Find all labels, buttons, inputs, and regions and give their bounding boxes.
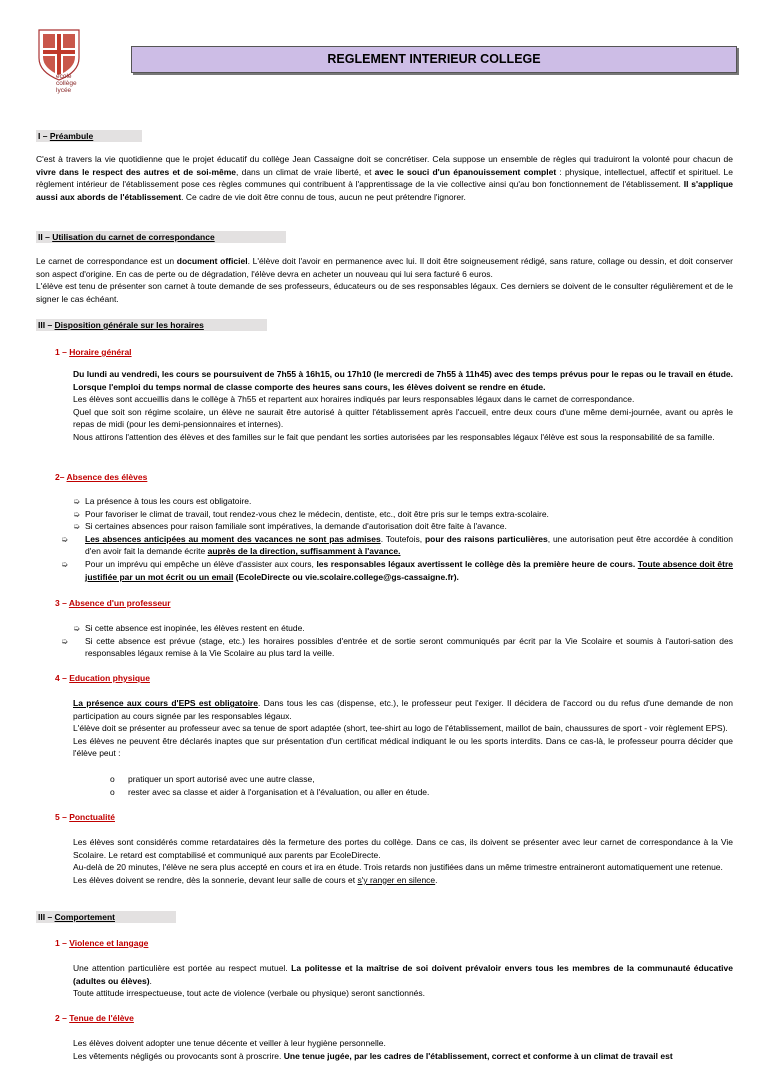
subheading-absence-eleves: 2– Absence des élèves [55, 472, 148, 482]
tenue-eleve-text: Les élèves doivent adopter une tenue décente et veiller à leur hygiène personnelle. Les vêtements négligés ou provocants sont à proscrire. Une tenue jugée, par les cadres de l'établissement, correct et conforme à un climat de travail est [73, 1038, 673, 1061]
list-item: ➭ Si certaines absences pour raison familiale sont impératives, la demande d'autorisation doit être faite à l'avance. [73, 521, 507, 532]
horaire-general-text: Du lundi au vendredi, les cours se poursuivent de 7h55 à 16h15, ou 17h10 (le mercredi de 7h55 à 11h45) avec des temps prévus pour le repas ou le travail en étude. Lorsque l'emploi du temps normal de classe comporte des heures sans cours, les élèves doivent se rendre en étude. Les élèves sont accueillis dans le collège à 7h55 et repartent aux horaires indiqués par leurs responsables légaux dans le carnet de correspondance. Quel que soit son régime scolaire, un élève ne saurait être autorisé à quitter l'établissement après l'accueil, entre deux cours d'une même demi-journée, avant ou après le repas de midi (pour les demi-pensionnaires et internes). Nous attirons l'attention des élèves et des familles sur le fait que pendant les sorties autorisées par les responsables légaux l'élève est sous la responsabilité de sa famille. [73, 369, 733, 442]
list-item: ➭ Pour un imprévu qui empêche un élève d'assister aux cours, les responsables légaux avertissent le collège dès la première heure de cours. Toute absence doit être justifiée par un mot écrit ou un email (EcoleDirecte ou vie.scolaire.college@gs-cassaigne.fr). [61, 558, 734, 582]
list-item: o pratiquer un sport autorisé avec une autre classe, [110, 774, 315, 784]
subheading-violence-langage: 1 – Violence et langage [55, 938, 149, 948]
list-item: o rester avec sa classe et aider à l'organisation et à l'évaluation, ou aller en étude. [110, 786, 430, 797]
list-item: ➭ Les absences anticipées au moment des vacances ne sont pas admises. Toutefois, pour des raisons particulières, une autorisation peut être accordée à condition d'en avoir fait la demande écrite auprès de la direction, suffisamment à l'avance. [61, 533, 733, 557]
logo-text: école collège lycée [56, 73, 77, 94]
violence-langage-text: Une attention particulière est portée au respect mutuel. La politesse et la maîtrise de soi doivent prévaloir envers tous les membres de la communauté éducative (adultes ou élèves). Toute attitude irrespectueuse, tout acte de violence (verbale ou physique) seront sanctionnés. [73, 963, 733, 999]
subheading-ponctualite: 5 – Ponctualité [55, 812, 115, 822]
list-item: ➭ La présence à tous les cours est obligatoire. [73, 496, 252, 506]
absence-professeur-list [61, 622, 733, 660]
subheading-absence-professeur: 3 – Absence d'un professeur [55, 598, 171, 608]
page-title: REGLEMENT INTERIEUR COLLEGE [131, 46, 737, 73]
section-heading-comportement: III – Comportement [36, 911, 176, 923]
list-item: ➭ Si cette absence est inopinée, les élèves restent en étude. [73, 623, 305, 633]
preambule-paragraph: C'est à travers la vie quotidienne que le projet éducatif du collège Jean Cassaigne doit se concrétiser. Cela suppose un ensemble de règles qui traduiront la volonté pour chacun de vivre dans le respect des autres et de soi-même, dans un climat de vraie liberté, et avec le souci d'un épanouissement complet : physique, intellectuel, affectif et spirituel. Le règlement intérieur de l'établissement pose ces règles communes qui contribuent à l'apprentissage de la vie collective ainsi qu'au bon fonctionnement de l'établissement. Il s'applique aussi aux abords de l'établissement. Ce cadre de vie doit être connu de tous, aucun ne peut prétendre l'ignorer. [36, 154, 733, 202]
subheading-tenue-eleve: 2 – Tenue de l'élève [55, 1013, 134, 1023]
carnet-paragraph: Le carnet de correspondance est un document officiel. L'élève doit l'avoir en permanence avec lui. Il doit être soigneusement rédigé, sans rature, collage ou dessin, et doit conserver son aspect d'origine. En cas de perte ou de dégradation, l'élève devra en acheter un nouveau qui lui sera facturé 6 euros. L'élève est tenu de présenter son carnet à toute demande de ses professeurs, éducateurs ou de ses responsables légaux. Ces derniers se doivent de le consulter régulièrement et de le signer le cas échéant. [36, 256, 733, 304]
section-heading-preambule: I – Préambule [36, 130, 142, 142]
list-item: ➭ Pour favoriser le climat de travail, tout rendez-vous chez le médecin, dentiste, etc., doit être pris sur le temps extra-scolaire. [73, 508, 549, 519]
subheading-horaire-general: 1 – Horaire général [55, 347, 132, 357]
education-physique-text: La présence aux cours d'EPS est obligatoire. Dans tous les cas (dispense, etc.), le professeur peut l'exiger. Il décidera de l'accord ou du refus d'une demande de non participation au cours signée par les responsables légaux. L'élève doit se présenter au professeur avec sa tenue de sport adaptée (short, tee-shirt au logo de l'établissement, maillot de bain, chaussures de sport - voir règlement EPS). Les élèves ne peuvent être déclarés inaptes que sur présentation d'un certificat médical indiquant le ou les sports interdits. Dans ce cas-là, le professeur pourra décider que l'élève peut : [73, 698, 733, 759]
section-heading-carnet: II – Utilisation du carnet de correspondance [36, 231, 286, 243]
list-item: ➭ Si cette absence est prévue (stage, etc.) les horaires possibles d'entrée et de sortie seront communiqués par écrit par la Vie Scolaire et soumis à l'autori-sation des responsables légaux remise à la Vie Scolaire au plus tard la veille. [61, 635, 733, 659]
section-heading-horaires: III – Disposition générale sur les horaires [36, 319, 267, 331]
ponctualite-text: Les élèves sont considérés comme retardataires dès la fermeture des portes du collège. Dans ce cas, ils doivent se présenter avec leur carnet de correspondance à la Vie Scolaire. Le retard est comptabilisé et communiqué aux parents par EcoleDirecte. Au-delà de 20 minutes, l'élève ne sera plus accepté en cours et ira en étude. Trois retards non justifiées dans un même trimestre entraineront automatiquement une retenue. Les élèves doivent se rendre, dès la sonnerie, devant leur salle de cours et s'y ranger en silence. [73, 837, 733, 885]
subheading-education-physique: 4 – Education physique [55, 673, 150, 683]
education-physique-options [110, 773, 730, 798]
absence-eleves-list [61, 495, 734, 583]
